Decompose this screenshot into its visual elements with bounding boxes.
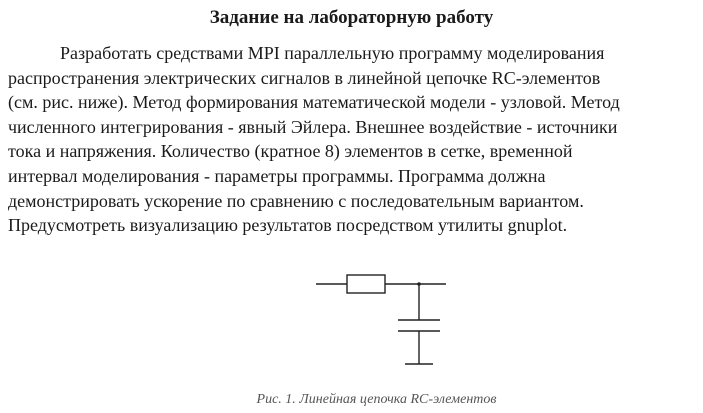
page-title: Задание на лабораторную работу (209, 7, 494, 28)
paragraph-line: тока и напряжения. Количество (кратное 8) элементов в сетке, временной (8, 141, 573, 162)
task-paragraph (8, 41, 696, 238)
paragraph-line: демонстрировать ускорение по сравнению с последовательным вариантом. (8, 190, 584, 211)
figure-caption: Рис. 1. Линейная цепочка RC-элементов (256, 392, 497, 407)
paragraph-line: Разработать средствами MPI параллельную программу моделирования (60, 43, 605, 63)
junction-dot (417, 282, 421, 286)
resistor-symbol (347, 275, 385, 293)
paragraph-line: распространения электрических сигналов в линейной цепочке RC-элементов (8, 67, 601, 88)
paragraph-line: численного интегрирования - явный Эйлера. Внешнее воздействие - источники (8, 116, 618, 137)
paragraph-line: интервал моделирования - параметры программы. Программа должна (8, 165, 546, 186)
rc-circuit-diagram (0, 262, 703, 374)
paragraph-line: Предусмотреть визуализацию результатов посредством утилиты gnuplot. (8, 215, 568, 236)
paragraph-line: (см. рис. ниже). Метод формирования математической модели - узловой. Метод (8, 92, 620, 113)
